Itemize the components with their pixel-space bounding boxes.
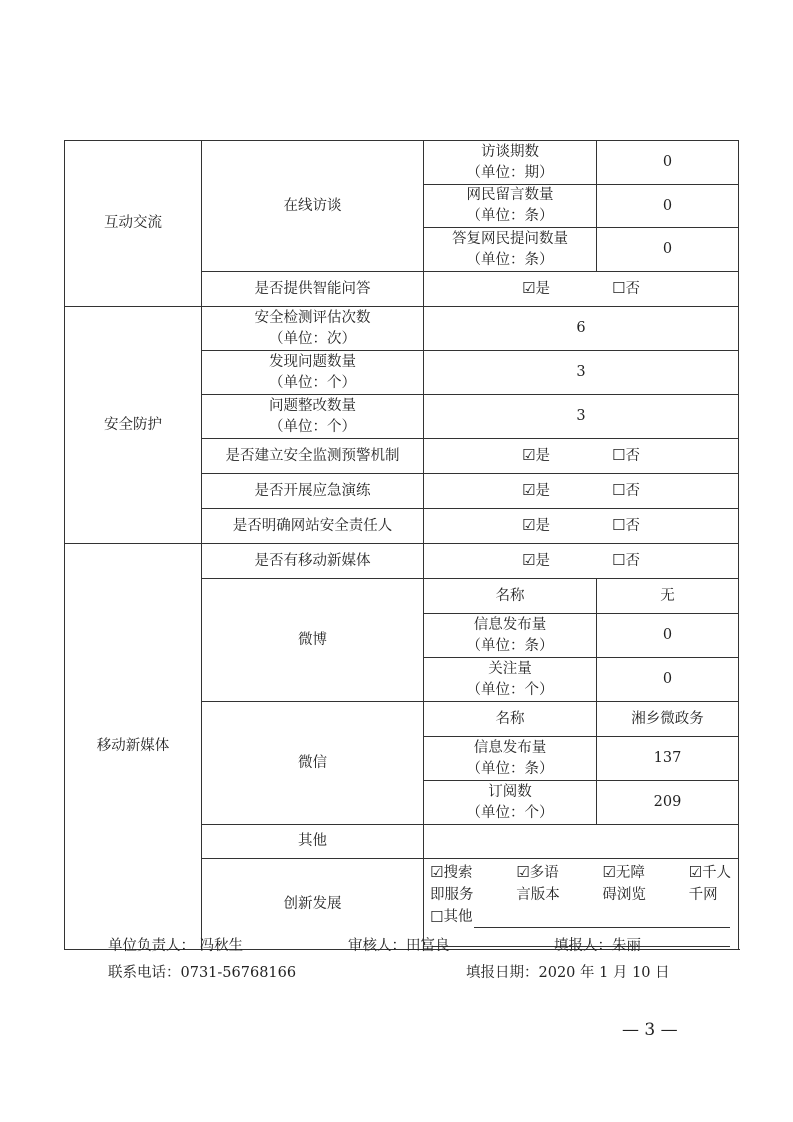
section-media: 移动新媒体 (65, 544, 202, 950)
weibo-name-label: 名称 (424, 579, 597, 614)
message-count-value: 0 (597, 185, 739, 228)
innovation-other-label: 其他 (443, 909, 473, 925)
smart-qa-choice: ☑是 ☐否 (424, 272, 739, 307)
checked-checkbox[interactable]: ☑ (522, 551, 536, 569)
checked-checkbox[interactable]: ☑ (688, 863, 703, 881)
checked-checkbox[interactable]: ☑ (522, 516, 536, 534)
other-media-value (424, 825, 739, 859)
wechat-posts-label: 信息发布量 （单位：条） (424, 737, 597, 781)
checked-checkbox[interactable]: ☑ (522, 446, 536, 464)
issues-label: 发现问题数量 （单位：个） (202, 351, 424, 395)
wechat-subs-value: 209 (597, 781, 739, 825)
wechat-posts-value: 137 (597, 737, 739, 781)
weibo-posts-value: 0 (597, 614, 739, 658)
online-interview-label: 在线访谈 (202, 141, 424, 272)
section-security: 安全防护 (65, 307, 202, 544)
message-count-label: 网民留言数量 （单位：条） (424, 185, 597, 228)
innovation-item: ☑多语言版本 (516, 863, 560, 903)
assess-value: 6 (424, 307, 739, 351)
wechat-name-value: 湘乡微政务 (597, 702, 739, 737)
wechat-subs-label: 订阅数 （单位：个） (424, 781, 597, 825)
unchecked-checkbox[interactable]: ☐ (612, 551, 626, 569)
weibo-follow-value: 0 (597, 658, 739, 702)
checked-checkbox[interactable]: ☑ (522, 279, 536, 297)
checked-checkbox[interactable]: ☑ (516, 863, 530, 881)
fixed-label: 问题整改数量 （单位：个） (202, 395, 424, 439)
footer-date: 填报日期：2020 年 1 月 10 日 (466, 965, 670, 981)
table-row (65, 307, 739, 351)
footer-leader: 单位负责人： 冯秋生 (108, 938, 244, 954)
unchecked-checkbox[interactable]: ☐ (430, 908, 444, 926)
drill-label: 是否开展应急演练 (202, 474, 424, 509)
weibo-label: 微博 (202, 579, 424, 702)
has-media-label: 是否有移动新媒体 (202, 544, 424, 579)
owner-choice: ☑是 ☐否 (424, 509, 739, 544)
unchecked-checkbox[interactable]: ☐ (612, 446, 626, 464)
warning-label: 是否建立安全监测预警机制 (202, 439, 424, 474)
footer-filler: 填报人：朱丽 (554, 938, 641, 954)
fixed-value: 3 (424, 395, 739, 439)
unchecked-checkbox[interactable]: ☐ (612, 516, 626, 534)
interview-count-label: 访谈期数 （单位：期） (424, 141, 597, 185)
answer-count-label: 答复网民提问数量 （单位：条） (424, 228, 597, 272)
innovation-other-field[interactable] (474, 911, 730, 928)
unchecked-checkbox[interactable]: ☐ (612, 279, 626, 297)
footer-reviewer: 审核人：田富良 (348, 938, 450, 954)
interview-count-value: 0 (597, 141, 739, 185)
checked-checkbox[interactable]: ☑ (602, 863, 616, 881)
innovation-item: ☑搜索即服务 (430, 863, 474, 903)
footer-phone: 联系电话：0731-56768166 (108, 965, 297, 981)
issues-value: 3 (424, 351, 739, 395)
weibo-follow-label: 关注量 （单位：个） (424, 658, 597, 702)
table-row (65, 141, 739, 185)
table-row (65, 544, 739, 579)
unchecked-checkbox[interactable]: ☐ (612, 481, 626, 499)
innovation-item: ☑千人千网 (688, 863, 732, 903)
has-media-choice: ☑是 ☐否 (424, 544, 739, 579)
page-number: — 3 — (622, 1020, 678, 1040)
warning-choice: ☑是 ☐否 (424, 439, 739, 474)
smart-qa-label: 是否提供智能问答 (202, 272, 424, 307)
drill-choice: ☑是 ☐否 (424, 474, 739, 509)
weibo-posts-label: 信息发布量 （单位：条） (424, 614, 597, 658)
section-innovation: 创新发展 (202, 859, 424, 950)
assess-label: 安全检测评估次数 （单位：次） (202, 307, 424, 351)
answer-count-value: 0 (597, 228, 739, 272)
section-interaction: 互动交流 (65, 141, 202, 307)
other-media-label: 其他 (202, 825, 424, 859)
checked-checkbox[interactable]: ☑ (430, 863, 444, 881)
report-table (64, 140, 739, 950)
innovation-item: ☑无障碍浏览 (602, 863, 646, 903)
owner-label: 是否明确网站安全责任人 (202, 509, 424, 544)
checked-checkbox[interactable]: ☑ (522, 481, 536, 499)
wechat-name-label: 名称 (424, 702, 597, 737)
wechat-label: 微信 (202, 702, 424, 825)
weibo-name-value: 无 (597, 579, 739, 614)
